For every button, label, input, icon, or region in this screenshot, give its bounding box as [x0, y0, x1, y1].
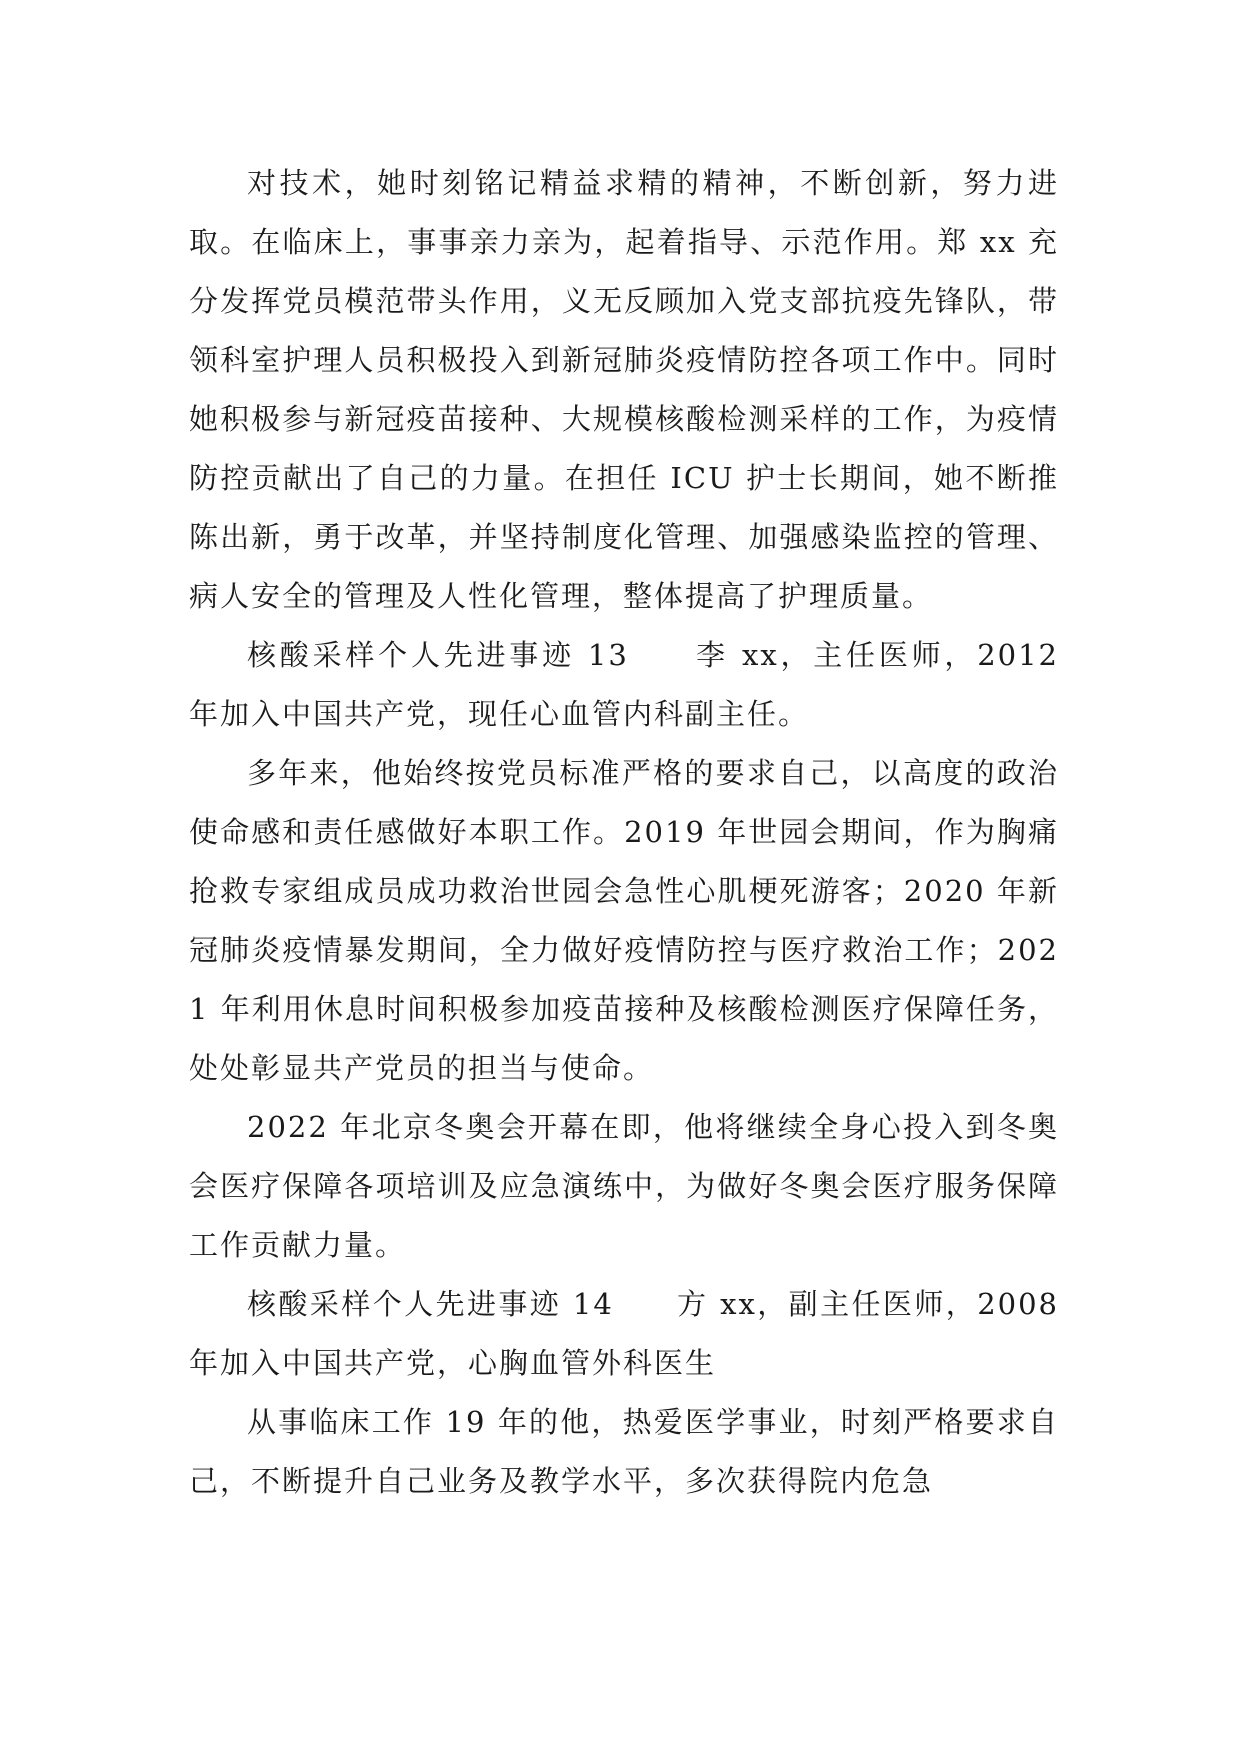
paragraph-deed-13-heading: 核酸采样个人先进事迹 13 李 xx，主任医师，2012 年加入中国共产党，现任心血管内科副主任。 — [189, 638, 1059, 731]
paragraph-li-xx-work: 多年来，他始终按党员标准严格的要求自己，以高度的政治使命感和责任感做好本职工作。2019 年世园会期间，作为胸痛抢救专家组成员成功救治世园会急性心肌梗死游客；2020 年新冠肺炎疫情暴发期间，全力做好疫情防控与医疗救治工作；2021 年利用休息时间积极参加疫苗接种及核酸检测医疗保障任务，处处彰显共产党员的担当与使命。 — [189, 756, 1059, 1085]
paragraph-zheng-xx-continued: 对技术，她时刻铭记精益求精的精神，不断创新，努力进取。在临床上，事事亲力亲为，起着指导、示范作用。郑 xx 充分发挥党员模范带头作用，义无反顾加入党支部抗疫先锋队，带领科室护理人员积极投入到新冠肺炎疫情防控各项工作中。同时她积极参与新冠疫苗接种、大规模核酸检测采样的工作，为疫情防控贡献出了自己的力量。在担任 ICU 护士长期间，她不断推陈出新，勇于改革，并坚持制度化管理、加强感染监控的管理、病人安全的管理及人性化管理，整体提高了护理质量。 — [189, 166, 1059, 613]
paragraph-deed-14-heading: 核酸采样个人先进事迹 14 方 xx，副主任医师，2008 年加入中国共产党，心胸血管外科医生 — [189, 1287, 1059, 1380]
document-body — [189, 154, 1059, 1511]
paragraph-fang-xx-work: 从事临床工作 19 年的他，热爱医学事业，时刻严格要求自己，不断提升自己业务及教学水平，多次获得院内危急 — [189, 1405, 1059, 1498]
paragraph-winter-olympics: 2022 年北京冬奥会开幕在即，他将继续全身心投入到冬奥会医疗保障各项培训及应急演练中，为做好冬奥会医疗服务保障工作贡献力量。 — [189, 1110, 1059, 1262]
